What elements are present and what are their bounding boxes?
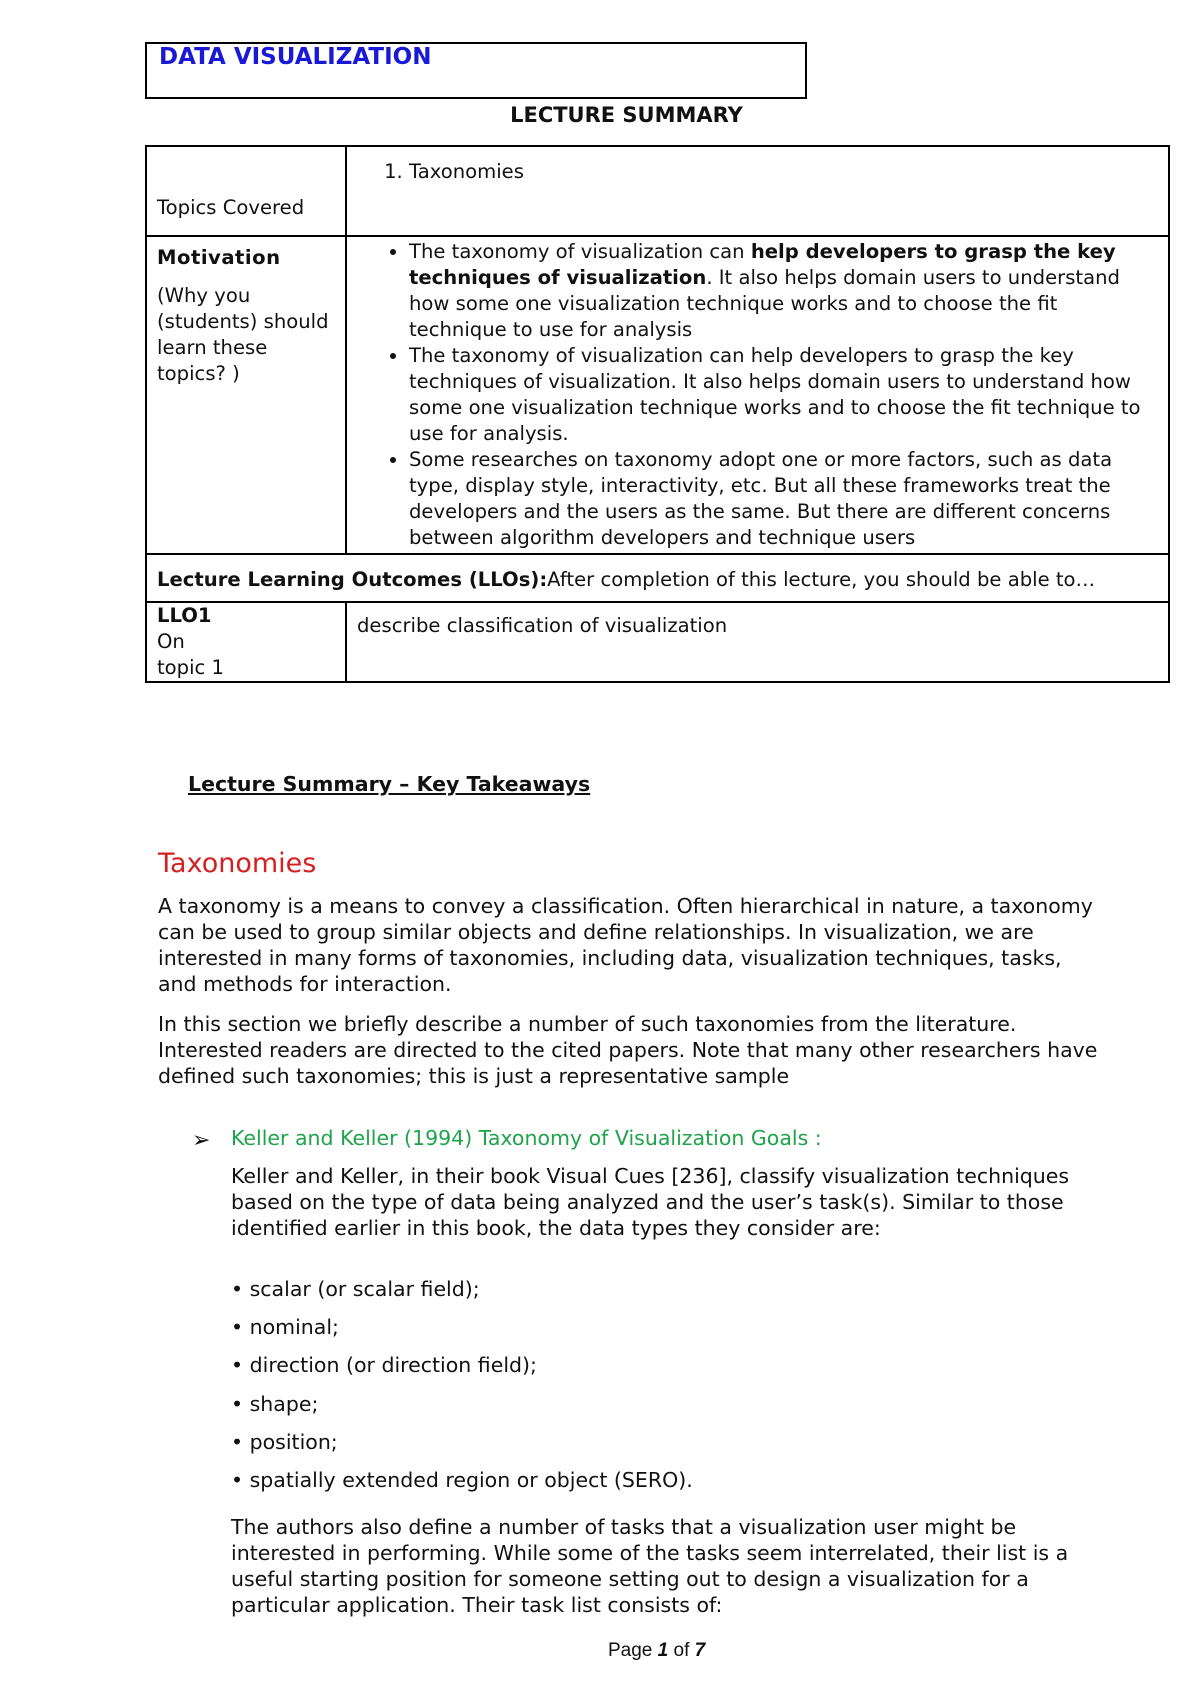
motivation-title: Motivation [157,246,281,269]
arrow-bullet-icon: ➢ [192,1128,211,1153]
page-label: Page [608,1640,653,1661]
llo-heading-text: After completion of this lecture, you should be able to… [547,568,1096,591]
motivation-subtitle: (Why you (students) should learn these topics? ) [157,284,329,385]
document-title: DATA VISUALIZATION [159,44,432,70]
data-type-item: • position; [231,1430,338,1454]
paragraph-1: A taxonomy is a means to convey a classification. Often hierarchical in nature, a taxonomy can be used to group similar objects and define relationships. In visualization, we are interested in many forms of taxonomies, including data, visualization techniques, tasks, and methods for interaction. [158,894,1093,996]
llo-id-cell [146,602,346,682]
data-type-item: • scalar (or scalar field); [231,1277,480,1301]
topics-list-cell [346,146,1169,236]
key-takeaways-heading: Lecture Summary – Key Takeaways [188,772,591,796]
data-type-item: • spatially extended region or object (SERO). [231,1468,693,1492]
motivation-bullet-1-text: The taxonomy of visualization can [409,240,751,263]
keller-paragraph: Keller and Keller, in their book Visual Cues [236], classify visualization techniques based on the type of data being analyzed and the user’s task(s). Similar to those identified earlier in this book, the data types they consider are: [231,1164,1070,1240]
data-type-item: • shape; [231,1392,319,1416]
topics-row [146,146,1169,236]
paragraph-tasks: The authors also define a number of tasks that a visualization user might be interested in performing. While some of the tasks seem interrelated, their list is a useful starting position for someone setting out to design a visualization for a particular application. Their task list consists of: [231,1515,1069,1617]
topic-item: 1. Taxonomies [409,159,1158,185]
lecture-summary-heading: LECTURE SUMMARY [510,103,743,127]
section-title: Taxonomies [158,848,317,879]
keller-taxonomy-heading: Keller and Keller (1994) Taxonomy of Visualization Goals : [231,1126,822,1150]
llo-heading-cell [146,554,1169,602]
motivation-label-cell [146,236,346,554]
motivation-bullet-2: • The taxonomy of visualization can help developers to grasp the key techniques of visualization. It also helps domain users to understand how some one visualization technique works and to choose the fit technique to use for analysis. [409,343,1158,447]
llo-topic-ref: On topic 1 [157,630,225,679]
motivation-bullet-1-rest: . It also helps domain users to understand how some one visualization technique works and to choose the fit technique to use for analysis [409,266,1120,341]
topics-list [357,159,1158,185]
llo-description-cell [346,602,1169,682]
data-type-item: • nominal; [231,1315,339,1339]
data-type-item: • direction (or direction field); [231,1353,537,1377]
motivation-bullet-1-bold: help developers to grasp the key techniques of visualization [409,240,1116,289]
llo-description: describe classification of visualization [357,614,728,637]
motivation-content-cell [346,236,1169,554]
paragraph-2: In this section we briefly describe a number of such taxonomies from the literature. Interested readers are directed to the cited papers. Note that many other researchers have defined such taxonomies; this is just a representative sample [158,1012,1098,1088]
topics-label-cell [146,146,346,236]
page-total: 7 [694,1640,706,1661]
summary-table [145,145,1170,683]
motivation-row [146,236,1169,554]
llo-heading-label: Lecture Learning Outcomes (LLOs): [157,568,548,591]
motivation-bullet-1 [409,239,1158,343]
llo-row [146,602,1169,682]
topics-label: Topics Covered [157,196,305,219]
motivation-bullet-3: • Some researches on taxonomy adopt one or more factors, such as data type, display style, interactivity, etc. But all these frameworks treat the developers and the users as the same. But there are different concerns between algorithm developers and technique users [409,447,1158,551]
page-footer [608,1640,705,1662]
motivation-list [357,239,1158,551]
of-label: of [673,1640,690,1661]
page-number: 1 [657,1640,669,1661]
llo-heading-row [146,554,1169,602]
llo-id: LLO1 [157,604,212,627]
